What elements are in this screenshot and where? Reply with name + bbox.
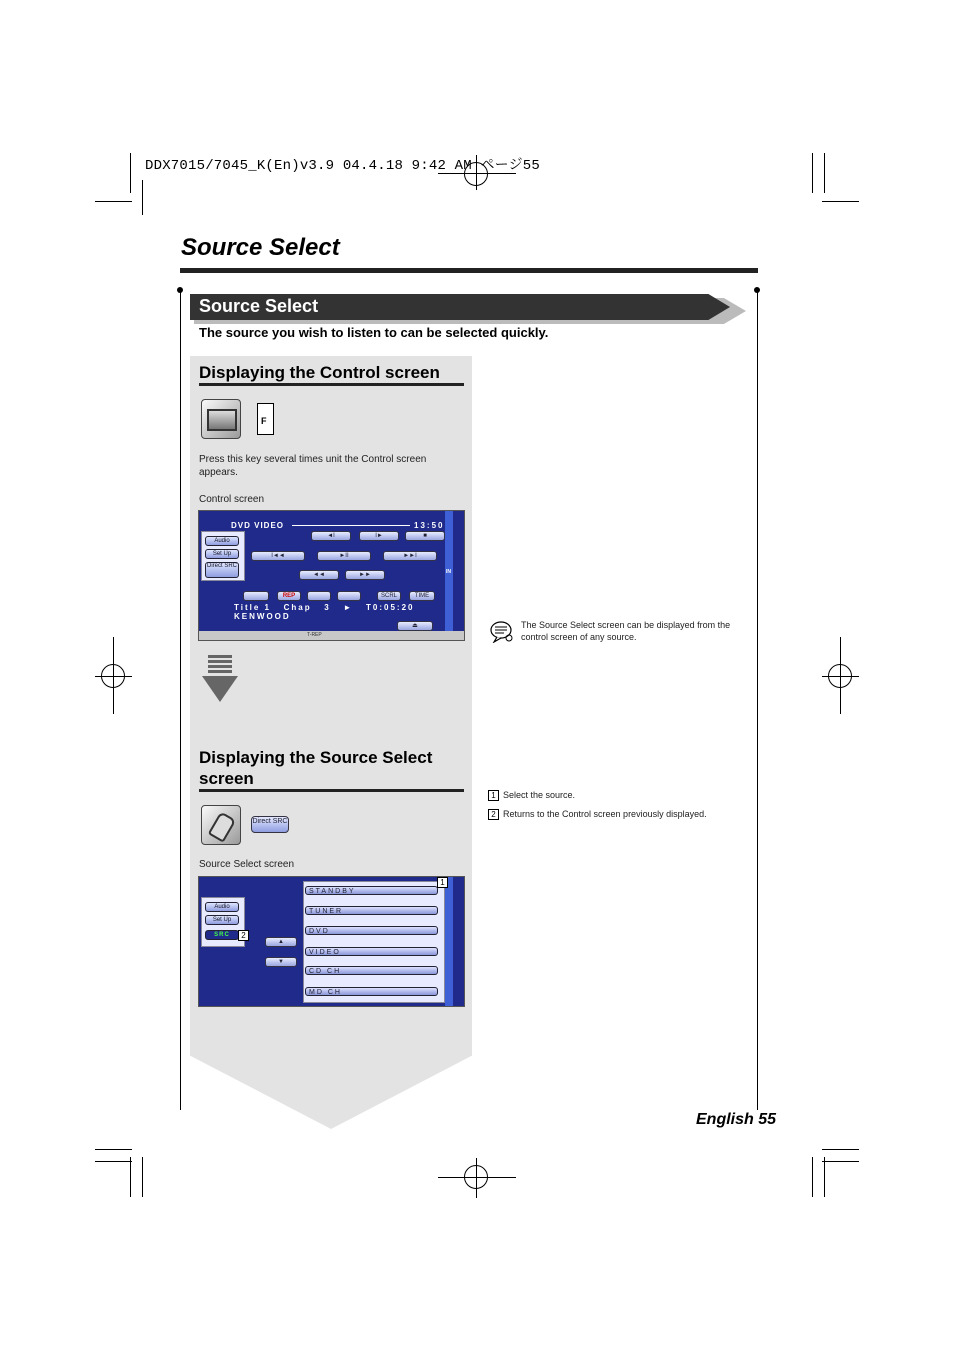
frame-back-button[interactable]: ◄I xyxy=(311,531,351,541)
source-item[interactable]: TUNER xyxy=(305,906,438,915)
scroll-up-button[interactable]: ▲ xyxy=(265,937,297,947)
crop-mark xyxy=(812,1157,813,1197)
side-bar xyxy=(445,877,453,1006)
registration-mark-icon xyxy=(101,664,125,688)
rewind-button[interactable]: ◄◄ xyxy=(299,570,339,580)
monitor-key-icon xyxy=(201,399,241,439)
margin-rule-right xyxy=(757,290,758,1110)
source-item[interactable]: STANDBY xyxy=(305,886,438,895)
blank-button[interactable] xyxy=(243,591,269,601)
crop-mark xyxy=(142,180,143,215)
margin-rule-left xyxy=(180,290,181,1110)
brand-label: KENWOOD xyxy=(234,612,291,621)
margin-dot xyxy=(754,287,760,293)
time-button[interactable]: TIME xyxy=(409,591,435,601)
crop-mark xyxy=(130,1157,131,1197)
touch-hand-icon xyxy=(201,805,241,845)
prev-chapter-button[interactable]: I◄◄ xyxy=(251,551,305,561)
page-footer: English 55 xyxy=(696,1111,777,1128)
setup-button[interactable]: Set Up xyxy=(205,549,239,559)
crop-mark xyxy=(95,1149,132,1150)
source-screen-caption: Source Select screen xyxy=(199,859,295,870)
direct-src-key: Direct SRC xyxy=(251,816,289,833)
crop-mark xyxy=(142,1157,143,1197)
eject-button[interactable]: ⏏ xyxy=(397,621,433,631)
play-pause-button[interactable]: ►II xyxy=(317,551,371,561)
registration-mark-icon xyxy=(828,664,852,688)
page-title: Source Select xyxy=(181,234,340,261)
crop-mark xyxy=(822,1161,859,1162)
source-item[interactable]: DVD xyxy=(305,926,438,935)
step-number: 1 xyxy=(488,790,499,801)
setup-button[interactable]: Set Up xyxy=(205,915,239,925)
src-button[interactable]: SRC xyxy=(205,930,239,940)
audio-button[interactable]: Audio xyxy=(205,536,239,546)
crop-mark xyxy=(822,201,859,202)
source-item[interactable]: CD CH xyxy=(305,966,438,975)
note-icon xyxy=(490,621,514,643)
title-line xyxy=(292,525,410,526)
blank-button[interactable] xyxy=(307,591,331,601)
callout-2: 2 xyxy=(238,930,249,941)
crop-mark xyxy=(130,153,131,193)
scrl-button[interactable]: SCRL xyxy=(377,591,401,601)
clock: 13:50 xyxy=(414,521,445,530)
fast-forward-button[interactable]: ►► xyxy=(345,570,385,580)
section-rule xyxy=(199,383,464,386)
control-instruction: Press this key several times unit the Control screen appears. xyxy=(199,454,427,478)
crop-mark xyxy=(824,1157,825,1197)
direct-src-button[interactable]: Direct SRC xyxy=(205,562,239,578)
registration-mark-icon xyxy=(464,1165,488,1189)
intro-text: The source you wish to listen to can be selected quickly. xyxy=(199,325,549,340)
source-label: DVD VIDEO xyxy=(231,521,285,530)
playback-info: Title 1 Chap 3 ► T0:05:20 xyxy=(234,603,415,612)
scroll-down-button[interactable]: ▼ xyxy=(265,957,297,967)
note-text: The Source Select screen can be displayed from the control screen of any source. xyxy=(521,620,731,642)
step-text: Select the source. xyxy=(503,790,576,800)
frame-forward-button[interactable]: I► xyxy=(359,531,399,541)
crop-mark xyxy=(824,153,825,193)
f-key-icon: F xyxy=(257,403,274,435)
control-screen-caption: Control screen xyxy=(199,494,265,505)
stop-button[interactable]: ■ xyxy=(405,531,445,541)
section-heading-control: Displaying the Control screen xyxy=(199,363,440,382)
control-screen xyxy=(198,510,465,641)
callout-1: 1 xyxy=(437,877,448,888)
in-label: IN xyxy=(446,569,451,575)
print-header: DDX7015/7045_K(En)v3.9 04.4.18 9:42 AM ページ55 xyxy=(145,158,540,174)
margin-dot xyxy=(177,287,183,293)
status-bar: T-REP xyxy=(199,631,464,640)
section-rule xyxy=(199,789,464,792)
crop-mark xyxy=(822,1149,859,1150)
section-heading-source-select: Displaying the Source Select screen xyxy=(199,748,433,788)
source-item[interactable]: VIDEO xyxy=(305,947,438,956)
step-number: 2 xyxy=(488,809,499,820)
crop-mark xyxy=(95,201,132,202)
crop-mark xyxy=(95,1161,132,1162)
audio-button[interactable]: Audio xyxy=(205,902,239,912)
title-rule xyxy=(180,268,758,273)
blank-button[interactable] xyxy=(337,591,361,601)
next-chapter-button[interactable]: ►►I xyxy=(383,551,437,561)
arrow-stripes xyxy=(208,655,232,675)
banner-title: Source Select xyxy=(199,296,319,316)
crop-mark xyxy=(812,153,813,193)
rep-button[interactable]: REP xyxy=(277,591,301,601)
source-item[interactable]: MD CH xyxy=(305,987,438,996)
step-text: Returns to the Control screen previously displayed. xyxy=(503,809,707,819)
source-list-frame xyxy=(303,881,445,1003)
